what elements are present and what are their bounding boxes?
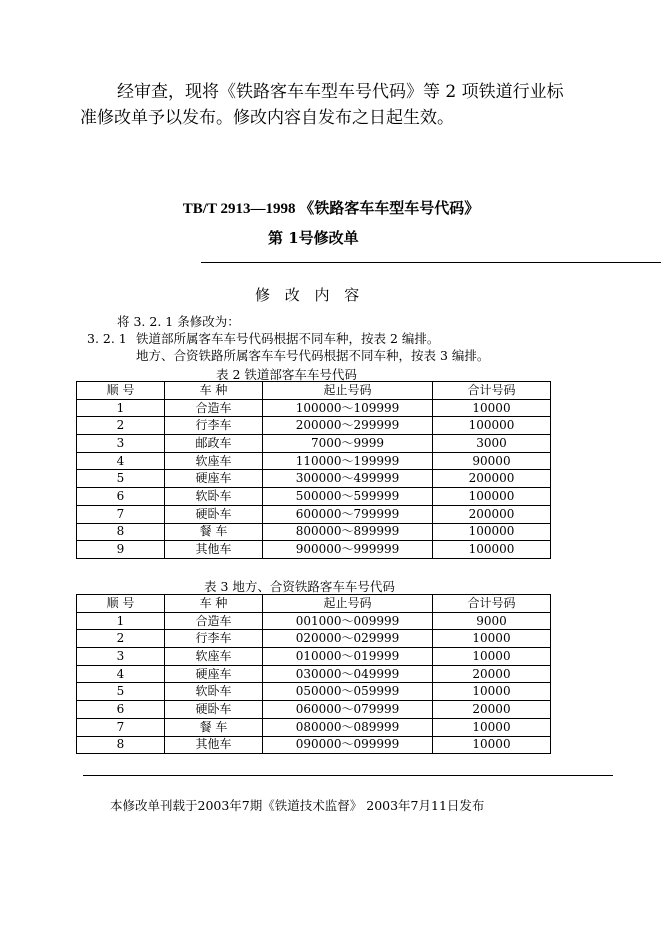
cell-car-type: 合造车 (165, 612, 263, 630)
table3 (76, 594, 551, 754)
table-row (77, 505, 551, 523)
table3-caption: 表 3 地方、合资铁路客车车号代码 (204, 579, 395, 594)
cell-seq: 4 (77, 452, 165, 470)
cell-seq: 3 (77, 648, 165, 666)
publication-note: 本修改单刊载于2003年7期《铁道技术监督》 2003年7月11日发布 (110, 798, 485, 813)
cell-seq: 8 (77, 523, 165, 541)
header-total: 合计号码 (433, 595, 551, 613)
cell-seq: 1 (77, 399, 165, 417)
cell-total: 200000 (433, 505, 551, 523)
cell-seq: 2 (77, 630, 165, 648)
cell-seq: 4 (77, 665, 165, 683)
table-row (77, 612, 551, 630)
amendment-number: 第 1号修改单 (268, 229, 359, 247)
cell-total: 20000 (433, 701, 551, 719)
header-seq: 顺 号 (77, 382, 165, 400)
cell-car-type: 其他车 (165, 541, 263, 559)
cell-total: 200000 (433, 470, 551, 488)
cell-seq: 5 (77, 683, 165, 701)
section-heading: 修 改 内 容 (255, 286, 365, 304)
cell-total: 3000 (433, 435, 551, 453)
cell-seq: 7 (77, 718, 165, 736)
cell-car-type: 餐 车 (165, 523, 263, 541)
cell-number-range: 030000～049999 (263, 665, 433, 683)
clause-number: 3. 2. 1 (87, 331, 127, 346)
table-row (77, 488, 551, 506)
cell-car-type: 软座车 (165, 452, 263, 470)
cell-number-range: 080000～089999 (263, 718, 433, 736)
cell-seq: 2 (77, 417, 165, 435)
table-row (77, 718, 551, 736)
cell-total: 10000 (433, 736, 551, 754)
cell-car-type: 软座车 (165, 648, 263, 666)
header-number-range: 起止号码 (263, 595, 433, 613)
table-row (77, 630, 551, 648)
cell-car-type: 其他车 (165, 736, 263, 754)
cell-car-type: 软卧车 (165, 683, 263, 701)
amendment-instruction: 将 3. 2. 1 条修改为： (117, 314, 240, 329)
cell-number-range: 600000～799999 (263, 505, 433, 523)
header-car-type: 车 种 (165, 382, 263, 400)
cell-number-range: 020000～029999 (263, 630, 433, 648)
cell-car-type: 餐 车 (165, 718, 263, 736)
cell-number-range: 090000～099999 (263, 736, 433, 754)
cell-car-type: 软卧车 (165, 488, 263, 506)
cell-car-type: 行李车 (165, 630, 263, 648)
table-row (77, 701, 551, 719)
document-title: TB/T 2913—1998 《铁路客车车型车号代码》 (182, 201, 480, 217)
cell-number-range: 100000～109999 (263, 399, 433, 417)
table-row (77, 399, 551, 417)
table-header-row (77, 382, 551, 400)
cell-car-type: 合造车 (165, 399, 263, 417)
cell-total: 20000 (433, 665, 551, 683)
table2 (76, 381, 551, 559)
cell-total: 100000 (433, 541, 551, 559)
cell-car-type: 硬座车 (165, 665, 263, 683)
cell-total: 100000 (433, 417, 551, 435)
cell-number-range: 7000～9999 (263, 435, 433, 453)
clause-text-line-2: 地方、合资铁路所属客车车号代码根据不同车种，按表 3 编排。 (136, 348, 490, 363)
table2-caption: 表 2 铁道部客车车号代码 (216, 367, 357, 382)
cell-number-range: 900000～999999 (263, 541, 433, 559)
cell-total: 10000 (433, 399, 551, 417)
cell-number-range: 300000～499999 (263, 470, 433, 488)
cell-number-range: 200000～299999 (263, 417, 433, 435)
table-row (77, 417, 551, 435)
table-row (77, 452, 551, 470)
cell-seq: 6 (77, 701, 165, 719)
cell-seq: 5 (77, 470, 165, 488)
table-row (77, 523, 551, 541)
cell-total: 100000 (433, 523, 551, 541)
cell-seq: 6 (77, 488, 165, 506)
cell-total: 10000 (433, 683, 551, 701)
table-row (77, 648, 551, 666)
header-seq: 顺 号 (77, 595, 165, 613)
cell-number-range: 800000～899999 (263, 523, 433, 541)
cell-car-type: 邮政车 (165, 435, 263, 453)
cell-total: 10000 (433, 648, 551, 666)
intro-line-2: 准修改单予以发布。修改内容自发布之日起生效。 (80, 108, 454, 128)
cell-car-type: 硬卧车 (165, 505, 263, 523)
cell-car-type: 行李车 (165, 417, 263, 435)
table-row (77, 683, 551, 701)
cell-number-range: 001000～009999 (263, 612, 433, 630)
cell-number-range: 010000～019999 (263, 648, 433, 666)
cell-total: 10000 (433, 718, 551, 736)
cell-seq: 3 (77, 435, 165, 453)
cell-car-type: 硬卧车 (165, 701, 263, 719)
header-car-type: 车 种 (165, 595, 263, 613)
cell-seq: 1 (77, 612, 165, 630)
cell-car-type: 硬座车 (165, 470, 263, 488)
table-row (77, 665, 551, 683)
table-row (77, 541, 551, 559)
bottom-divider (83, 775, 613, 776)
cell-seq: 9 (77, 541, 165, 559)
cell-number-range: 060000～079999 (263, 701, 433, 719)
table-row (77, 736, 551, 754)
cell-total: 100000 (433, 488, 551, 506)
clause-text-line-1: 铁道部所属客车车号代码根据不同车种，按表 2 编排。 (136, 331, 440, 346)
cell-number-range: 500000～599999 (263, 488, 433, 506)
intro-line-1: 经审查，现将《铁路客车车型车号代码》等 2 项铁道行业标 (117, 82, 564, 102)
table-row (77, 435, 551, 453)
table-row (77, 470, 551, 488)
cell-total: 9000 (433, 612, 551, 630)
cell-number-range: 050000～059999 (263, 683, 433, 701)
cell-total: 90000 (433, 452, 551, 470)
cell-total: 10000 (433, 630, 551, 648)
header-number-range: 起止号码 (263, 382, 433, 400)
cell-number-range: 110000～199999 (263, 452, 433, 470)
header-total: 合计号码 (433, 382, 551, 400)
table-header-row (77, 595, 551, 613)
cell-seq: 8 (77, 736, 165, 754)
top-divider (201, 262, 661, 263)
cell-seq: 7 (77, 505, 165, 523)
